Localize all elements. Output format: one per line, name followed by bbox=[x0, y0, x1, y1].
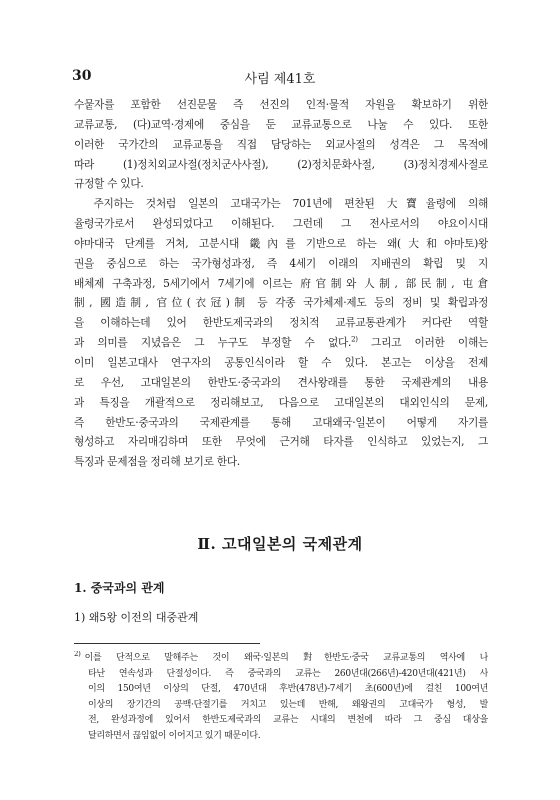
body-line: 을 이해하는데 있어 한반도제국과의 정치적 교류교통관계가 커다란 역할 bbox=[74, 316, 488, 330]
body-line-text: 과 의미를 지녔음은 그 누구도 부정할 수 없다. bbox=[74, 336, 352, 350]
body-line: 야마대국 단계를 거쳐, 고분시대 畿內를 기반으로 하는 왜(大和야마토)왕 bbox=[74, 236, 488, 250]
body-line: 교류교통, (다)교역·경제에 중심을 둔 교류교통으로 나눌 수 있다. 또한 bbox=[74, 117, 488, 131]
body-line: 권을 중심으로 하는 국가형성과정, 즉 4세기 이래의 지배권의 확립 및 지 bbox=[74, 256, 488, 270]
body-line: 따라 (1)정치외교사절(정치군사사절), (2)정치문화사절, (3)정치경제사절로 bbox=[74, 157, 488, 171]
body-line-with-footnote-ref bbox=[74, 333, 488, 353]
footnote-line: 달리하면서 끊임없이 이어지고 있기 때문이다. bbox=[88, 730, 261, 741]
footnote-mark: 2) bbox=[74, 651, 81, 658]
body-line: 과 특징을 개괄적으로 정리해보고, 다음으로 고대일본의 대외인식의 문제, bbox=[74, 395, 488, 409]
footnote-reference[interactable]: 2) bbox=[351, 335, 358, 344]
subsection-heading: 1. 중국과의 관계 bbox=[74, 581, 165, 595]
body-line-tail: 그리고 이러한 이해는 bbox=[357, 336, 488, 350]
body-line: 규정할 수 있다. bbox=[74, 177, 144, 191]
footnote-line bbox=[74, 651, 488, 667]
body-line: 이러한 국가간의 교류교통을 직접 담당하는 외교사절의 성격은 그 목적에 bbox=[74, 137, 488, 151]
section-title: Ⅱ. 고대일본의 국제관계 bbox=[197, 535, 363, 553]
body-line: 배체제 구축과정, 5세기에서 7세기에 이르는 府官制와 人制, 部民制, 屯倉 bbox=[74, 276, 488, 290]
body-line: 형성하고 자리매김하며 또한 무엇에 근거해 타자를 인식하고 있었는지, 그 bbox=[74, 435, 488, 449]
body-line: 수뭍자를 포함한 선진문물 즉 선진의 인적·물적 자원을 확보하기 위한 bbox=[74, 98, 488, 111]
body-line: 특징과 문제점을 정리해 보기로 한다. bbox=[74, 455, 240, 469]
footnote-line: 이상의 장기간의 공백·단절기를 거치고 있는데 반해, 왜왕권의 고대국가 형성, 발 bbox=[88, 699, 488, 710]
body-line: 이미 일본고대사 연구자의 공통인식이라 할 수 있다. 본고는 이상을 전제 bbox=[74, 355, 488, 369]
footnote bbox=[74, 651, 488, 745]
body-line: 즉 한반도·중국과의 국제관계를 통해 고대왜국·일본이 어떻게 자기를 bbox=[74, 415, 488, 429]
page-number: 30 bbox=[72, 68, 92, 84]
footnote-line: 이의 150여년 이상의 단절, 470년대 후반(478년)-7세기 초(600년)에 걸친 100여년 bbox=[88, 684, 488, 695]
footnote-line: 전, 완성과정에 있어서 한반도제국과의 교류는 시대의 변천에 따라 그 중심 대상을 bbox=[88, 715, 488, 726]
footnote-divider bbox=[74, 643, 260, 644]
body-line: 로 우선, 고대일본의 한반도·중국과의 견사왕래를 통한 국제관계의 내용 bbox=[74, 375, 488, 389]
body-text bbox=[74, 95, 488, 472]
footnote-line-text: 이를 단적으로 말해주는 것이 왜국·일본의 對한반도·중국 교류교통의 역사에 나 bbox=[84, 653, 488, 663]
subsubsection-heading: 1) 왜5왕 이전의 대중관계 bbox=[74, 611, 199, 624]
footnote-line: 타난 연속성과 단절성이다. 즉 중국과의 교류는 260년대(266년)-420년대(421년) 사 bbox=[88, 668, 488, 679]
body-line: 制, 國造制, 官位(衣冠)制 등 각종 국가체제·제도 등의 정비 및 확립과정 bbox=[74, 296, 488, 310]
body-line: 율령국가로서 완성되었다고 이해된다. 그런데 그 전사로서의 야요이시대 bbox=[74, 217, 488, 231]
running-title: 사림 제41호 bbox=[244, 72, 316, 87]
body-line: 주지하는 것처럼 일본의 고대국가는 701년에 편찬된 大寶율령에 의해 bbox=[74, 197, 488, 211]
